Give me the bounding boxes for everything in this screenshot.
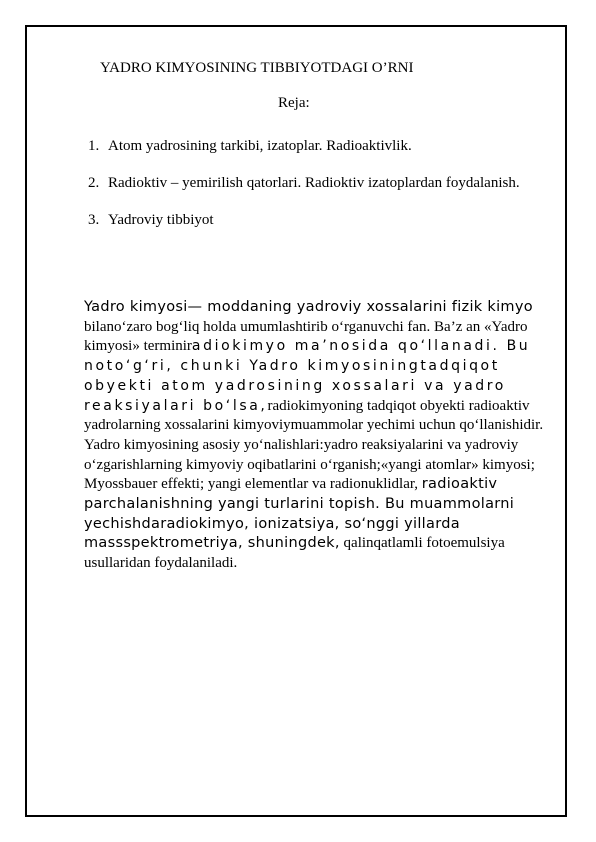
body-run-main: radiokimyoning tadqiqot obyekti radioaktiv yadrolarning xossalarini kimyoviymuammolar yechimi uchun qo‘llanishidir. Yadro kimyosining asosiy yo‘nalishlari:yadro reaksiyalarini va yadroviy o‘zgarishlarning kimyoviy oqibatlarini o‘rganish;«yangi atomlar» kimyosi; Myossbauer effekti; yangi elementlar va radionuklidlar, xyxy=(84,397,544,493)
body-run-spaced: adiokimyo ma’nosida qo‘llanadi. Bu noto‘g‘ri, chunki Yadro kimyosiningtadqiqot obyekti atom yadrosining xossalari va yadro reaksiyalari bo‘lsa, xyxy=(84,338,531,414)
plan-item-number: 2. xyxy=(88,175,100,191)
body-paragraph xyxy=(84,298,554,574)
plan-item-1 xyxy=(88,136,558,157)
body-run-sans: radioaktiv parchalanishning yangi turlarini topish. Bu muammolarni yechishdaradiokimyo, ionizatsiya, so‘nggi yillarda massspektrometriya, shuningdek, xyxy=(84,476,515,552)
plan-list xyxy=(88,136,558,247)
plan-item-text: Radioktiv – yemirilish qatorlari. Radioktiv izatoplardan foydalanish. xyxy=(108,175,520,191)
plan-item-number: 1. xyxy=(88,138,100,154)
plan-item-2 xyxy=(88,173,558,194)
plan-item-text: Atom yadrosining tarkibi, izatoplar. Radioaktivlik. xyxy=(108,138,412,154)
body-run-intro: Yadro kimyosi— moddaning yadroviy xossalarini fizik kimyo xyxy=(84,299,533,315)
plan-heading: Reja: xyxy=(278,95,310,111)
document-title: YADRO KIMYOSINING TIBBIYOTDAGI O’RNI xyxy=(100,60,414,76)
plan-item-number: 3. xyxy=(88,212,100,228)
body-run-closing: qalinqatlamli fotoemulsiya usullaridan foydalaniladi. xyxy=(84,535,505,572)
body-run-definition: bilano‘zaro bog‘liq holda umumlashtirib o‘rganuvchi fan. Ba’z an «Yadro kimyosi» terminir xyxy=(84,318,528,355)
plan-item-text: Yadroviy tibbiyot xyxy=(108,212,214,228)
plan-item-3 xyxy=(88,210,558,231)
